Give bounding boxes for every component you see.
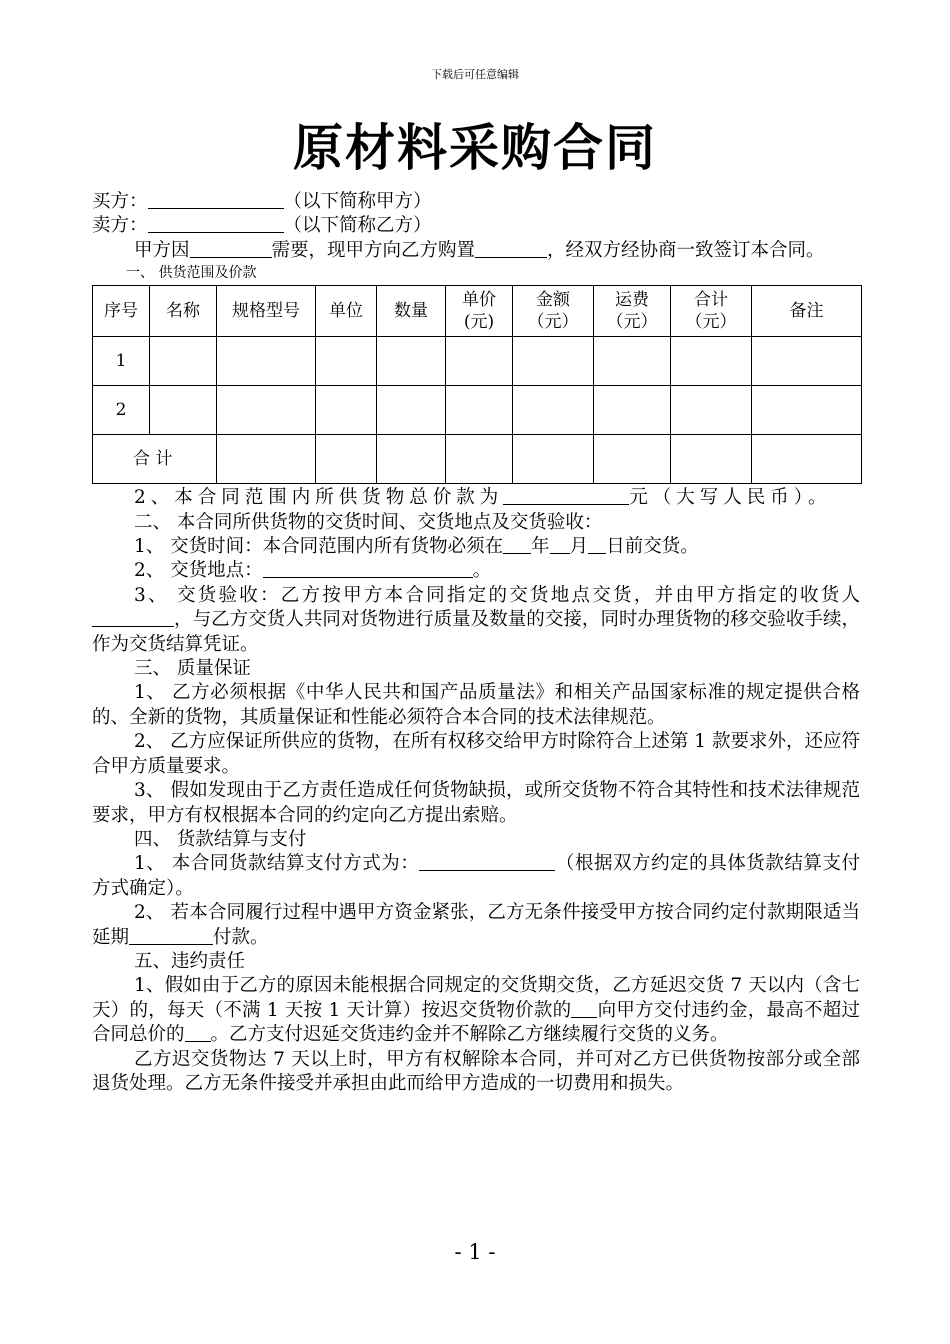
table-header-row	[93, 286, 862, 337]
intro-text-1: 甲方因	[134, 239, 190, 261]
section2-item1: 1、 交货时间：本合同范围内所有货物必须在 年 月 日前交货。	[134, 536, 699, 558]
supply-table	[92, 285, 862, 484]
total-clause-text-a: 2、本合同范围内所供货物总价款为	[134, 487, 504, 509]
intro-text-3: ，经双方经协商一致签订本合同。	[547, 239, 825, 261]
section3-item3: 3、 假如发现由于乙方责任造成任何货物缺损，或所交货物不符合其特性和技术法律规范要求，甲方有权根据本合同的约定向乙方提出索赔。	[92, 780, 860, 826]
section4-item2: 2、 若本合同履行过程中遇甲方资金紧张，乙方无条件接受甲方按合同约定付款期限适当延期 付款。	[92, 902, 860, 948]
buyer-suffix: （以下简称甲方）	[283, 191, 432, 212]
intro-paragraph	[92, 239, 860, 263]
intro-text-2: 需要，现甲方向乙方购置	[271, 239, 476, 261]
header-cell: 合计 （元）	[671, 286, 752, 337]
section3-heading: 三、 质量保证	[134, 658, 251, 680]
seller-label: 卖方：	[92, 215, 148, 237]
header-cell: 序号	[93, 286, 150, 337]
total-price-blank	[503, 486, 629, 505]
header-cell: 运费 （元）	[594, 286, 671, 337]
table-row	[93, 337, 862, 386]
header-cell: 备注	[752, 286, 862, 337]
seller-line	[92, 214, 860, 238]
payment-method-blank	[419, 852, 555, 871]
total-price-clause	[92, 486, 860, 510]
document-title: 原材料采购合同	[293, 118, 657, 177]
buyer-blank	[148, 190, 284, 209]
penalty-cap-blank	[185, 1023, 211, 1042]
table-row	[93, 386, 862, 435]
header-cell: 规格型号	[217, 286, 316, 337]
header-cell: 金额 （元）	[513, 286, 594, 337]
penalty-rate-blank	[571, 999, 597, 1018]
section2-item3: 3、 交货验收：乙方按甲方本合同指定的交货地点交货，并由甲方指定的收货人，与乙方交货人共同对货物进行质量及数量的交接，同时办理货物的移交验收手续，作为交货结算凭证。	[92, 584, 860, 655]
intro-blank-1	[190, 239, 272, 258]
buyer-line	[92, 190, 860, 214]
receiver-blank	[92, 608, 174, 627]
delivery-place-blank	[263, 559, 473, 578]
seller-blank	[148, 214, 284, 233]
section3-item1: 1、 乙方必须根据《中华人民共和国产品质量法》和相关产品国家标准的规定提供合格的、全新的货物，其质量保证和性能必须符合本合同的技术法律规范。	[92, 682, 860, 728]
total-label: 合 计	[93, 435, 217, 484]
section5-item2: 乙方迟交货物达 7 天以上时，甲方有权解除本合同，并可对乙方已供货物按部分或全部退货处理。乙方无条件接受并承担由此而给甲方造成的一切费用和损失。	[92, 1048, 860, 1094]
row-number: 1	[93, 337, 150, 386]
section2-heading: 二、 本合同所供货物的交货时间、交货地点及交货验收：	[134, 511, 603, 533]
seller-suffix: （以下简称乙方）	[283, 215, 432, 237]
section5-heading: 五、违约责任	[134, 950, 246, 972]
contract-body	[92, 190, 860, 1096]
section3-item2: 2、 乙方应保证所供应的货物，在所有权移交给甲方时除符合上述第 1 款要求外，还应符合甲方质量要求。	[92, 731, 860, 777]
header-cell: 数量	[377, 286, 446, 337]
header-cell: 名称	[150, 286, 217, 337]
row-number: 2	[93, 386, 150, 435]
section4-heading: 四、 货款结算与支付	[134, 828, 307, 850]
table-total-row	[93, 435, 862, 484]
intro-blank-2	[475, 239, 547, 258]
page-number: - 1 -	[454, 1240, 496, 1264]
buyer-label: 买方：	[92, 191, 148, 212]
section1-heading: 一、 供货范围及价款	[126, 265, 257, 282]
header-cell: 单价 (元)	[446, 286, 513, 337]
payment-delay-blank	[129, 926, 213, 945]
section5-item1: 1、假如由于乙方的原因未能根据合同规定的交货期交货，乙方延迟交货 7 天以内（含七天）的，每天（不满 1 天按 1 天计算）按迟交货物价款的 向甲方交付违约金，最高不超过合同总价的 。乙方支付迟延交货违约金并不解除乙方继续履行交货的义务。	[92, 975, 860, 1046]
section4-item1: 1、 本合同货款结算支付方式为： （根据双方约定的具体货款结算支付方式确定）。	[92, 853, 860, 899]
header-note: 下载后可任意编辑	[431, 68, 519, 81]
section2-item2: 2、 交货地点： 。	[134, 560, 492, 582]
header-cell: 单位	[316, 286, 377, 337]
total-clause-text-b: 元（大写人民币）。	[629, 487, 832, 509]
